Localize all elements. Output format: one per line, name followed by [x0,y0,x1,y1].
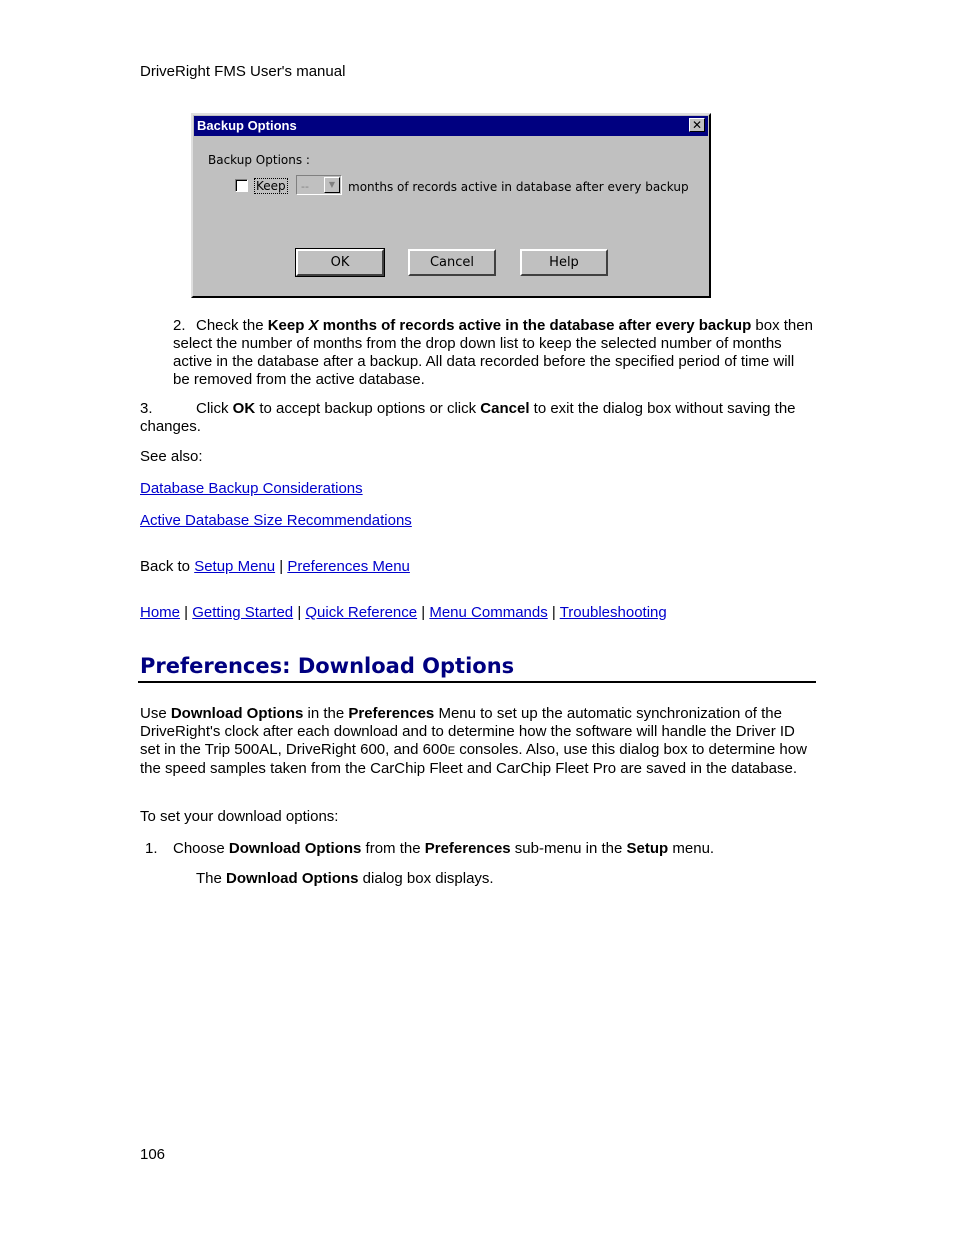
link-active-database-size[interactable]: Active Database Size Recommendations [140,512,412,529]
step3-text: 3. Click OK to accept backup options or click Cancel to exit the dialog box without saving the changes. [140,400,796,435]
link-preferences-menu[interactable]: Preferences Menu [287,558,410,575]
document-header: DriveRight FMS User's manual [140,63,346,80]
months-dropdown[interactable] [296,175,342,195]
displays-text: The Download Options dialog box displays. [196,870,494,887]
to-set-text: To set your download options: [140,808,339,825]
step2-text: Check the Keep X months of records active in the database after every backup box then select the number of months from the drop down list to keep the selected number of months active in the database after a backup. All data recorded before the specified period of time will be removed from the active database. [173,317,813,388]
ok-button[interactable]: OK [296,249,384,276]
link-menu-commands[interactable]: Menu Commands [429,604,548,621]
step1-text: Choose Download Options from the Preferences sub-menu in the Setup menu. [173,840,715,857]
months-text: months of records active in database after every backup [348,180,689,194]
see-also-label: See also: [140,448,203,465]
step3-number: 3. [140,400,153,417]
keep-label[interactable]: Keep [256,179,286,193]
step2-number: 2. [173,317,186,334]
months-value: -- [301,180,309,193]
step1-number: 1. [145,840,158,857]
dialog-titlebar [194,116,708,136]
backup-options-dialog [191,113,711,298]
help-button[interactable]: Help [520,249,608,276]
close-icon[interactable]: ✕ [689,118,705,132]
keep-checkbox[interactable] [235,179,248,192]
dialog-title: Backup Options [197,118,297,133]
heading-rule [138,681,816,683]
page-number: 106 [140,1146,166,1163]
link-home[interactable]: Home [140,604,181,621]
link-getting-started[interactable]: Getting Started [192,604,294,621]
section-intro: Use Download Options in the Preferences Menu to set up the automatic synchronization of the DriveRight's clock after each download and to determine how the software will handle the Driver ID set in the Trip 500AL, DriveRight 600, and 600E consoles. Also, use this dialog box to determine how the speed samples taken from the CarChip Fleet and CarChip Fleet Pro are saved in the database. [140,705,807,777]
link-quick-reference[interactable]: Quick Reference [305,604,418,621]
link-database-backup-considerations[interactable]: Database Backup Considerations [140,480,363,497]
chevron-down-icon[interactable]: ▼ [324,177,340,193]
link-troubleshooting[interactable]: Troubleshooting [559,604,667,621]
link-setup-menu[interactable]: Setup Menu [194,558,276,575]
nav-links: Home | Getting Started | Quick Reference | Menu Commands | Troubleshooting [140,604,667,621]
cancel-button[interactable]: Cancel [408,249,496,276]
section-heading: Preferences: Download Options [140,654,515,678]
group-label: Backup Options : [208,153,310,167]
back-to-line: Back to Setup Menu | Preferences Menu [140,558,410,575]
